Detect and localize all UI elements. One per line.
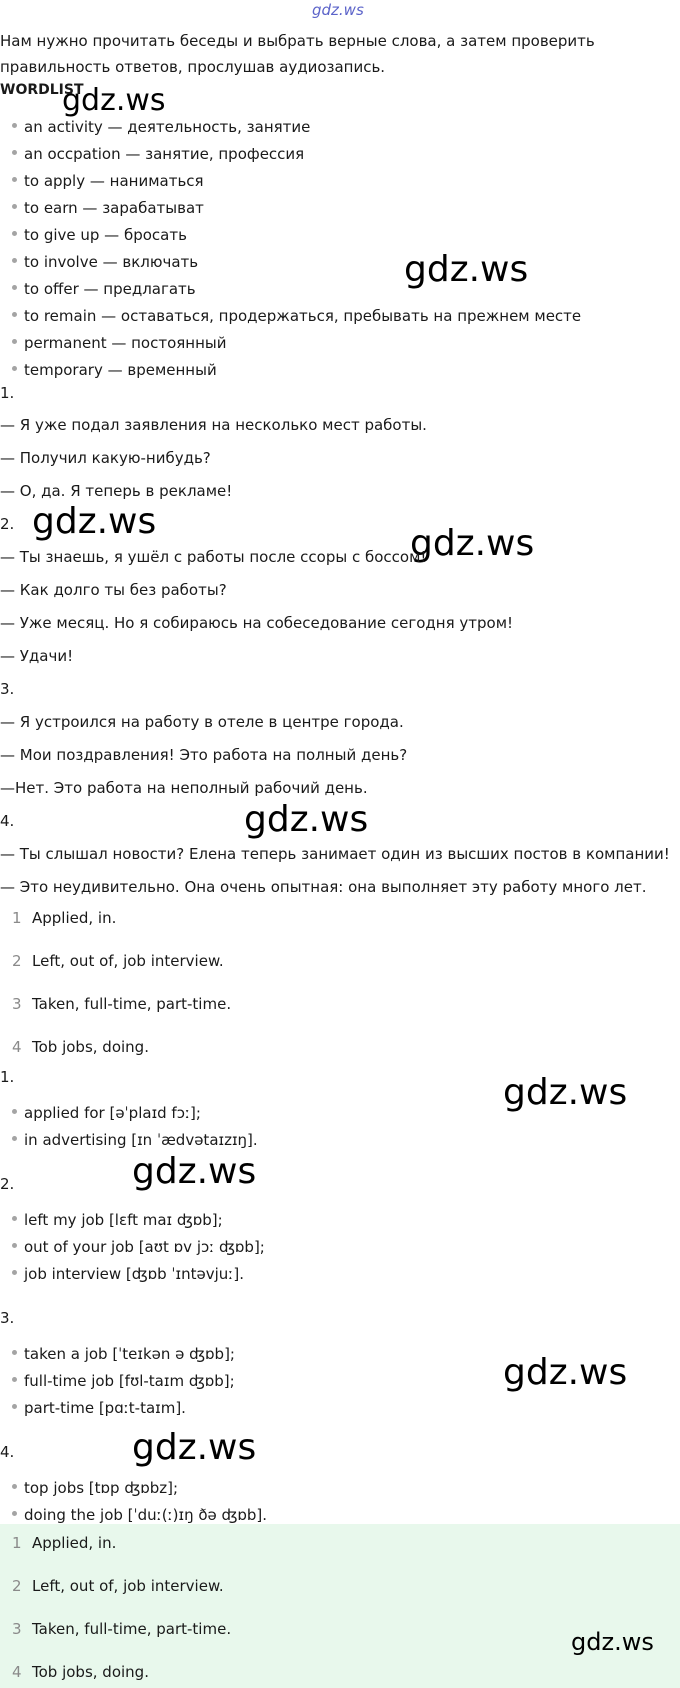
watermark: gdz.ws [62,83,166,118]
wordlist-item: an activity — деятельность, занятие [12,117,310,137]
dialogue-number: 2. [0,515,15,533]
watermark: gdz.ws [404,249,529,290]
transcription-number: 4. [0,1443,15,1461]
transcription-item: doing the job [ˈduː(ː)ɪŋ ðə ʤɒb]. [12,1505,267,1525]
wordlist-item: to remain — оставаться, продержаться, пребывать на прежнем месте [12,306,581,326]
transcription-item: out of your job [aʊt ɒv jɔː ʤɒb]; [12,1237,265,1257]
dialogue-number: 4. [0,812,15,830]
dialogue-line: — Мои поздравления! Это работа на полный день? [0,746,408,764]
bullet-icon [12,1511,17,1516]
dialogue-line: —Нет. Это работа на неполный рабочий день. [0,779,368,797]
bullet-icon [12,285,17,290]
dialogue-line: — Получил какую-нибудь? [0,449,211,467]
dialogue-line: — Я уже подал заявления на несколько мест работы. [0,416,427,434]
wordlist-item: to involve — включать [12,252,198,272]
bullet-icon [12,1484,17,1489]
transcription-item: part-time [pɑːt-taɪm]. [12,1398,186,1418]
answer-item: 4 Tob jobs, doing. [12,1663,149,1681]
watermark: gdz.ws [503,1072,628,1113]
transcription-number: 2. [0,1175,15,1193]
wordlist-title: WORDLIST [0,82,84,98]
watermark: gdz.ws [32,501,157,542]
transcription-item: left my job [lɛft maɪ ʤɒb]; [12,1210,223,1230]
dialogue-line: — Ты знаешь, я ушёл с работы после ссоры с боссом! [0,548,427,566]
answer-item: 2 Left, out of, job interview. [12,1577,224,1595]
answer-item: 3 Taken, full-time, part-time. [12,1620,232,1638]
watermark: gdz.ws [571,1628,654,1656]
transcription-item: full-time job [fʊl-taɪm ʤɒb]; [12,1371,235,1391]
bullet-icon [12,1377,17,1382]
wordlist-item: permanent — постоянный [12,333,227,353]
dialogue-number: 3. [0,680,15,698]
transcription-number: 3. [0,1309,15,1327]
watermark: gdz.ws [244,799,369,840]
wordlist-item: to apply — наниматься [12,171,204,191]
answer-item: 3 Taken, full-time, part-time. [12,995,232,1013]
dialogue-line: — Уже месяц. Но я собираюсь на собеседование сегодня утром! [0,614,514,632]
dialogue-line: — Я устроился на работу в отеле в центре города. [0,713,404,731]
bullet-icon [12,1109,17,1114]
wordlist-item: to give up — бросать [12,225,187,245]
bullet-icon [12,123,17,128]
watermark-top: gdz.ws [312,1,364,19]
dialogue-line: — О, да. Я теперь в рекламе! [0,482,233,500]
dialogue-line: — Это неудивительно. Она очень опытная: она выполняет эту работу много лет. [0,878,647,896]
wordlist-item: temporary — временный [12,360,217,380]
bullet-icon [12,1216,17,1221]
bullet-icon [12,177,17,182]
transcription-item: top jobs [tɒp ʤɒbz]; [12,1478,178,1498]
bullet-icon [12,1404,17,1409]
answer-item: 2 Left, out of, job interview. [12,952,224,970]
wordlist-item: to offer — предлагать [12,279,196,299]
dialogue-line: — Удачи! [0,647,74,665]
bullet-icon [12,366,17,371]
bullet-icon [12,231,17,236]
watermark: gdz.ws [410,523,535,564]
dialogue-number: 1. [0,384,15,402]
watermark: gdz.ws [132,1151,257,1192]
bullet-icon [12,1270,17,1275]
wordlist-item: an occpation — занятие, профессия [12,144,304,164]
transcription-item: taken a job [ˈteɪkən ə ʤɒb]; [12,1344,235,1364]
answer-item: 4 Tob jobs, doing. [12,1038,149,1056]
wordlist-item: to earn — зарабатыват [12,198,204,218]
bullet-icon [12,312,17,317]
bullet-icon [12,339,17,344]
watermark: gdz.ws [503,1352,628,1393]
task-description: Нам нужно прочитать беседы и выбрать верные слова, а затем проверить правильность ответов, прослушав аудиозапись. [0,32,595,76]
bullet-icon [12,150,17,155]
bullet-icon [12,258,17,263]
bullet-icon [12,1350,17,1355]
transcription-item: applied for [əˈplaɪd fɔː]; [12,1103,201,1123]
answer-item: 1 Applied, in. [12,1534,117,1552]
dialogue-line: — Ты слышал новости? Елена теперь занимает один из высших постов в компании! [0,845,670,863]
bullet-icon [12,1243,17,1248]
answer-item: 1 Applied, in. [12,909,117,927]
transcription-number: 1. [0,1068,15,1086]
bullet-icon [12,204,17,209]
bullet-icon [12,1136,17,1141]
transcription-item: in advertising [ɪn ˈædvətaɪzɪŋ]. [12,1130,258,1150]
transcription-item: job interview [ʤɒb ˈɪntəvjuː]. [12,1264,244,1284]
dialogue-line: — Как долго ты без работы? [0,581,227,599]
watermark: gdz.ws [132,1427,257,1468]
